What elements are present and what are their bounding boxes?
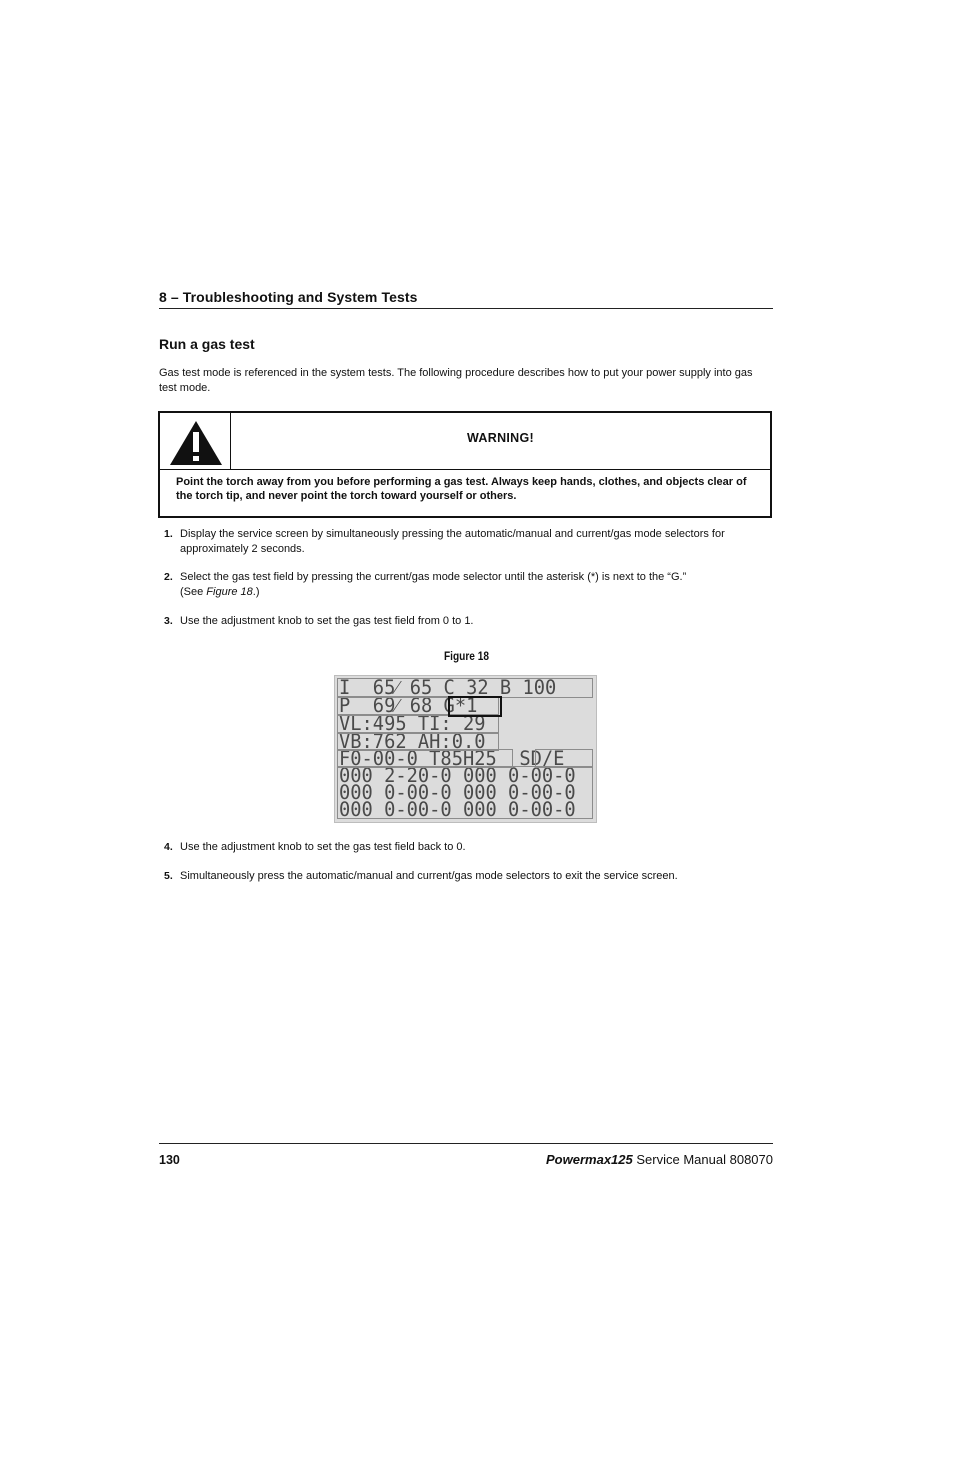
warning-box	[158, 411, 772, 518]
lcd-row: F0-00-0 T85H25 SD/E	[339, 747, 565, 770]
footer-doc-info	[546, 1152, 773, 1167]
lcd-row: 000 2-20-0 000 0-00-0	[339, 764, 576, 787]
step-text: Simultaneously press the automatic/manual and current/gas mode selectors to exit the service screen.	[180, 870, 678, 882]
warning-text: Point the torch away from you before performing a gas test. Always keep hands, clothes, and objects clear of the torch tip, and never point the torch toward yourself or others.	[176, 476, 747, 502]
lcd-field-box	[337, 678, 593, 698]
step-number: 2.	[164, 571, 173, 583]
warning-title: WARNING!	[467, 431, 534, 445]
step-text: Use the adjustment knob to set the gas test field from 0 to 1.	[180, 615, 474, 627]
lcd-highlight-box	[448, 696, 502, 717]
figure-caption: Figure 18	[444, 651, 490, 663]
lcd-display-image	[334, 675, 597, 823]
step-number: 4.	[164, 841, 173, 853]
step-text: Display the service screen by simultaneously pressing the automatic/manual and current/gas mode selectors for approximately 2 seconds.	[180, 528, 725, 555]
lcd-row: P 69⁄ 68 G*1	[339, 694, 478, 717]
step-text-line: Select the gas test field by pressing the current/gas mode selector until the asterisk (*) is next to the “G.”	[180, 571, 687, 583]
step-number: 3.	[164, 615, 173, 627]
warning-divider	[160, 469, 231, 470]
chapter-title: 8 – Troubleshooting and System Tests	[159, 289, 418, 305]
lcd-row: VB:762 AH:0.0	[339, 730, 486, 753]
lcd-field-box	[337, 766, 593, 819]
page-number: 130	[159, 1153, 180, 1167]
warning-exclamation-icon	[168, 419, 224, 467]
step-number: 1.	[164, 528, 173, 540]
lcd-row: 000 0-00-0 000 0-00-0	[339, 798, 576, 821]
warning-icon-cell	[160, 413, 231, 469]
step-text	[180, 570, 768, 600]
step-number: 5.	[164, 870, 173, 882]
footer-rule	[159, 1143, 773, 1144]
lcd-field-box	[337, 714, 499, 734]
doc-number: 808070	[729, 1152, 773, 1167]
warning-header	[231, 413, 770, 470]
intro-paragraph: Gas test mode is referenced in the system tests. The following procedure describes how to put your power supply into gas test mode.	[159, 367, 753, 394]
doc-title: Service Manual	[636, 1152, 726, 1167]
brand-name: Powermax125	[546, 1152, 633, 1167]
header-rule	[159, 308, 773, 309]
step-text-prefix: (See	[180, 586, 207, 598]
lcd-row: 000 0-00-0 000 0-00-0	[339, 781, 576, 804]
lcd-row: VL:495 TI: 29	[339, 712, 486, 735]
step-text: Use the adjustment knob to set the gas test field back to 0.	[180, 841, 466, 853]
lcd-row: I 65⁄ 65 C 32 B 100	[339, 676, 557, 699]
section-title: Run a gas test	[159, 336, 255, 352]
figure-reference-link[interactable]: Figure 18	[206, 586, 253, 598]
step-text-suffix: .)	[252, 586, 260, 598]
